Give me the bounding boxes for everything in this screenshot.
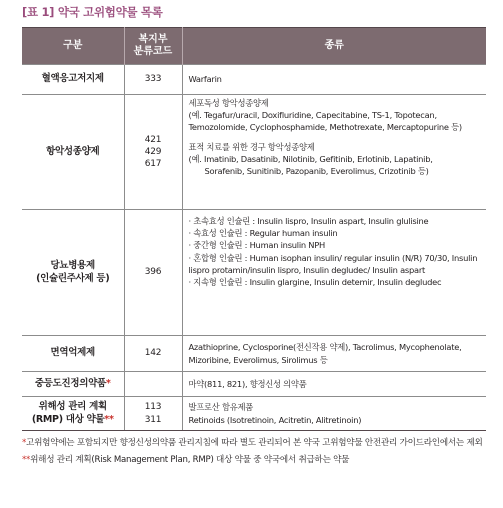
row-category-line1: 당뇨병용제 xyxy=(50,260,95,272)
footnote-1 xyxy=(22,436,492,450)
row-category-line1: 위해성 관리 계획 xyxy=(38,401,107,413)
table-row xyxy=(22,65,486,95)
row-category xyxy=(22,397,124,431)
footnote-text: 고위험약에는 포함되지만 향정신성의약품 관리지침에 따라 별도 관리되어 본 약국 고위험약물 안전관리 가이드라인에서는 제외 xyxy=(26,438,483,448)
insulin-item: · 혼합형 인슐린 : Human isophan insulin/ regular insulin (N/R) 70/30, Insulin lispro protamin/insulin lispro, Insulin degludec/ Insulin aspart xyxy=(188,252,478,275)
table-header-row xyxy=(22,28,486,65)
table-row xyxy=(22,210,486,336)
footnote-2 xyxy=(22,453,492,467)
footnote-text: 위해성 관리 계획(Risk Management Plan, RMP) 대상 약물 중 약국에서 취급하는 약물 xyxy=(30,455,350,465)
row-kind: Azathioprine, Cyclosporine(전신작용 약제), Tacrolimus, Mycophenolate, Mizoribine, Everolimus, Sirolimus 등 xyxy=(182,336,486,372)
footnotes xyxy=(22,436,492,470)
row-code: 333 xyxy=(124,65,182,95)
row-kind: Warfarin xyxy=(182,65,486,95)
row-kind: 마약(811, 821), 향정신성 의약품 xyxy=(182,372,486,397)
row-code: 113 xyxy=(144,402,162,413)
table-row xyxy=(22,372,486,397)
row-category xyxy=(22,372,124,397)
row-code: 142 xyxy=(124,336,182,372)
row-kind xyxy=(182,397,486,431)
group-title: 표적 치료를 위한 경구 항악성종양제 xyxy=(188,141,315,152)
footnote-mark: * xyxy=(105,377,111,389)
row-category: 면역억제제 xyxy=(22,336,124,372)
insulin-item: · 속효성 인슐린 : Regular human insulin xyxy=(188,228,338,239)
row-code: 396 xyxy=(124,210,182,336)
row-code: 429 xyxy=(144,146,162,157)
insulin-item: · 중간형 인슐린 : Human insulin NPH xyxy=(188,240,325,251)
row-category: 항악성종양제 xyxy=(22,95,124,210)
insulin-item: · 초속효성 인슐린 : Insulin lispro, Insulin aspart, Insulin glulisine xyxy=(188,216,429,226)
row-category xyxy=(22,210,124,336)
table-row xyxy=(22,95,486,210)
footnote-mark: * xyxy=(22,438,27,448)
high-risk-drug-table xyxy=(22,27,486,431)
header-code-line1: 복지부 xyxy=(138,34,168,45)
group-title: 세포독성 항악성종양제 xyxy=(188,98,269,108)
table-row xyxy=(22,336,486,372)
footnote-mark: ** xyxy=(104,413,114,425)
row-codes xyxy=(124,95,182,210)
group-items: (예. Imatinib, Dasatinib, Nilotinib, Gefitinib, Erlotinib, Lapatinib, xyxy=(188,153,433,164)
table-title: [표 1] 약국 고위험약물 목록 xyxy=(22,5,163,19)
row-category-text: 중등도진정의약품 xyxy=(34,377,106,389)
table-row xyxy=(22,397,486,431)
header-kind: 종류 xyxy=(182,28,486,65)
row-category-line2: (RMP) 대상 약물 xyxy=(31,413,105,425)
row-kind-line2: Retinoids (Isotretinoin, Acitretin, Alitretinoin) xyxy=(188,414,362,425)
row-kind xyxy=(182,210,486,336)
row-code: 421 xyxy=(144,134,162,145)
header-code-line2: 분류코드 xyxy=(133,46,173,57)
row-code: 311 xyxy=(144,414,162,425)
group-items: (예. Tegafur/uracil, Doxifluridine, Capecitabine, TS-1, Topotecan, Temozolomide, Cyclophosphamide, Methotrexate, Mercaptopurine 등) xyxy=(188,110,462,133)
row-category-line2: (인슐린주사제 등) xyxy=(36,272,110,284)
header-category: 구분 xyxy=(22,28,124,65)
row-code xyxy=(124,372,182,397)
footnote-mark: ** xyxy=(22,455,31,465)
header-code xyxy=(124,28,182,65)
row-codes xyxy=(124,397,182,431)
row-category: 혈액응고저지제 xyxy=(22,65,124,95)
insulin-item: · 지속형 인슐린 : Insulin glargine, Insulin detemir, Insulin degludec xyxy=(188,277,442,288)
row-kind-line1: 발프로산 함유제품 xyxy=(188,402,254,413)
row-kind xyxy=(182,95,486,210)
row-code: 617 xyxy=(144,159,162,170)
group-items: Sorafenib, Sunitinib, Pazopanib, Everolimus, Crizotinib 등) xyxy=(204,166,429,177)
